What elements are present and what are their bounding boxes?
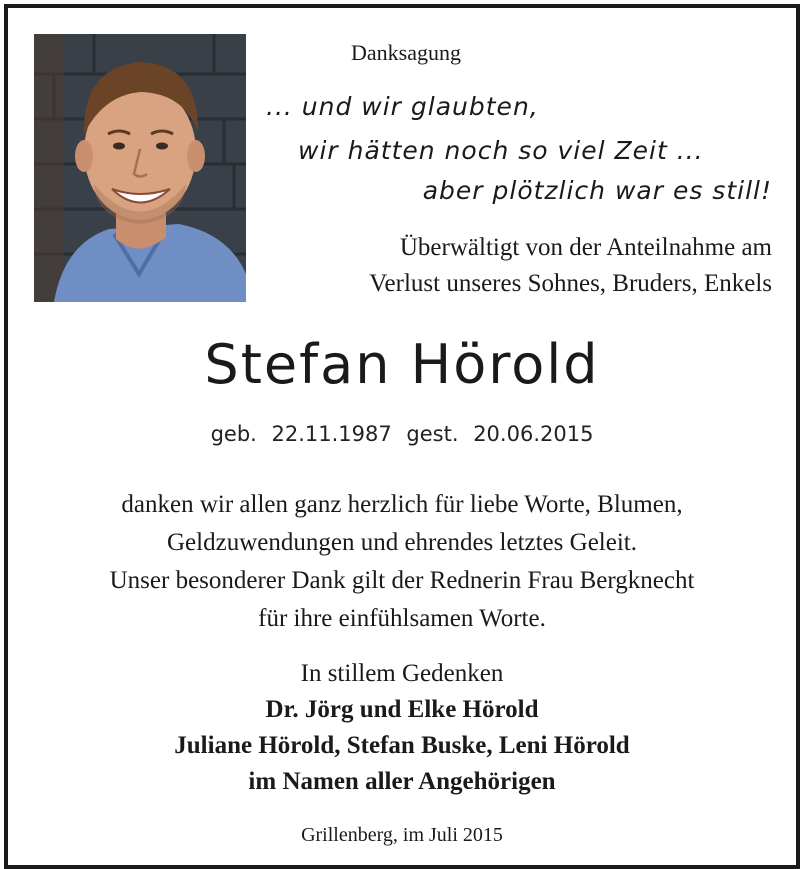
thanks-line-4: für ihre einfühlsamen Worte.: [258, 605, 546, 632]
thanks-line-3: Unser besonderer Dank gilt der Rednerin Frau Bergknecht: [109, 567, 695, 594]
heading-danksagung: Danksagung: [351, 40, 461, 65]
birth-date: geb. 22.11.1987: [210, 422, 392, 446]
portrait-photo: [34, 34, 246, 302]
intro-text: [369, 230, 772, 302]
poem-line-1: ... und wir glaubten,: [266, 92, 539, 121]
intro-line-1: Überwältigt von der Anteilnahme am: [399, 234, 772, 261]
place-date: Grillenberg, im Juli 2015: [301, 824, 503, 846]
intro-line-2: Verlust unseres Sohnes, Bruders, Enkels: [369, 270, 772, 297]
obituary-card: [4, 4, 800, 869]
family-line-2: Juliane Hörold, Stefan Buske, Leni Hörold: [174, 732, 630, 759]
deceased-name: Stefan Hörold: [204, 333, 600, 396]
thanks-text: [8, 486, 796, 638]
memorial-intro: In stillem Gedenken: [300, 660, 504, 687]
poem-line-2: wir hätten noch so viel Zeit ...: [298, 136, 704, 165]
death-date: gest. 20.06.2015: [406, 422, 594, 446]
memorial-block: [8, 656, 796, 800]
life-dates: [8, 422, 796, 446]
thanks-line-1: danken wir allen ganz herzlich für liebe Worte, Blumen,: [121, 491, 683, 518]
family-line-1: Dr. Jörg und Elke Hörold: [265, 696, 539, 723]
family-line-3: im Namen aller Angehörigen: [248, 768, 556, 795]
poem-line-3: aber plötzlich war es still!: [422, 176, 772, 205]
thanks-line-2: Geldzuwendungen und ehrendes letztes Geleit.: [167, 529, 637, 556]
